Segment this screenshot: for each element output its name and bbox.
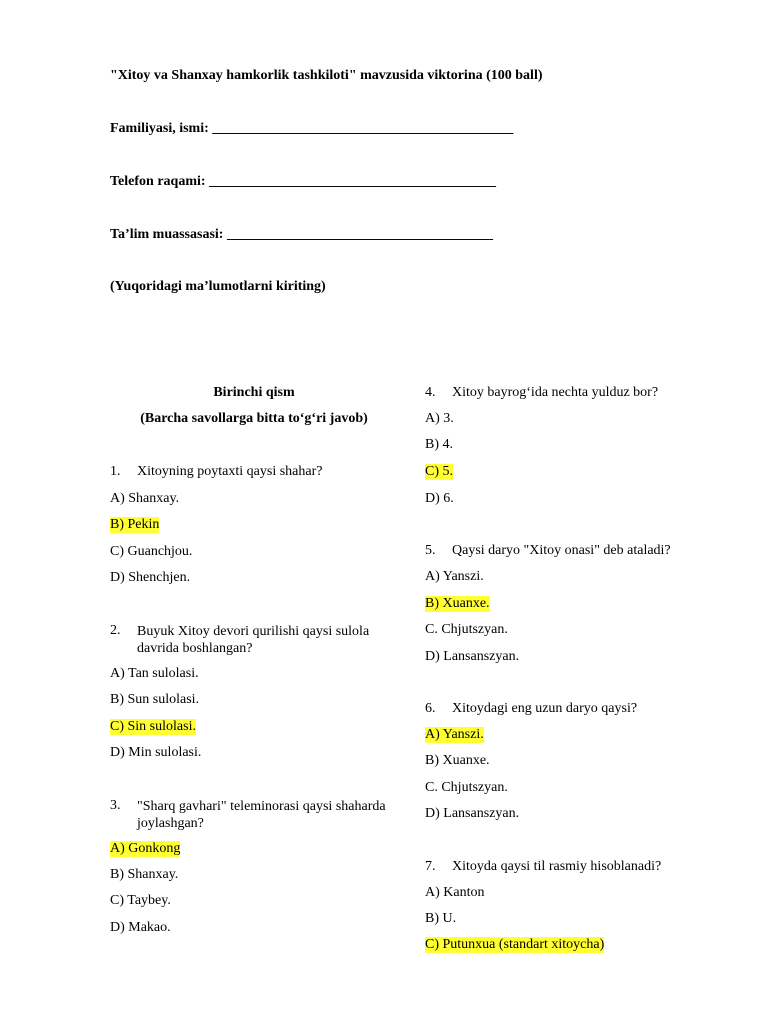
- q1-option-c: C) Guanchjou.: [110, 544, 193, 559]
- q7-option-c-correct: C) Putunxua (standart xitoycha): [425, 937, 605, 952]
- question-text: Xitoy bayrog‘ida nechta yulduz bor?: [452, 385, 659, 400]
- q5-option-c: C. Chjutszyan.: [425, 622, 508, 637]
- quiz-title: "Xitoy va Shanxay hamkorlik tashkiloti" mavzusida viktorina (100 ball): [110, 68, 543, 83]
- q7-option-b: B) U.: [425, 911, 457, 926]
- instruction-text: (Yuqoridagi ma’lumotlarni kiriting): [110, 279, 326, 294]
- institution-field-label: Ta’lim muassasasi: ______________________________________: [110, 227, 493, 242]
- q4-option-b: B) 4.: [425, 437, 453, 452]
- question-2: [110, 623, 410, 659]
- phone-field-label: Telefon raqami: _________________________________________: [110, 174, 497, 189]
- question-7: [425, 859, 725, 879]
- q2-option-b: B) Sun sulolasi.: [110, 692, 200, 707]
- q2-option-a: A) Tan sulolasi.: [110, 666, 199, 681]
- q3-option-a-correct: A) Gonkong: [110, 841, 181, 856]
- question-3: [110, 798, 410, 834]
- question-text: Xitoydagi eng uzun daryo qaysi?: [452, 701, 638, 716]
- question-number: 5.: [425, 543, 436, 558]
- q3-option-d: D) Makao.: [110, 920, 171, 935]
- part-title: Birinchi qism: [213, 385, 295, 400]
- question-6: [425, 701, 725, 721]
- part-subtitle: (Barcha savollarga bitta to‘g‘ri javob): [140, 411, 368, 426]
- q6-option-d: D) Lansanszyan.: [425, 806, 520, 821]
- q3-option-b: B) Shanxay.: [110, 867, 179, 882]
- q6-option-b: B) Xuanxe.: [425, 753, 490, 768]
- q1-option-a: A) Shanxay.: [110, 491, 180, 506]
- question-5: [425, 543, 725, 563]
- question-4: [425, 385, 725, 405]
- q5-option-b-correct: B) Xuanxe.: [425, 596, 490, 611]
- question-number: 1.: [110, 464, 121, 479]
- question-number: 7.: [425, 859, 436, 874]
- q6-option-c: C. Chjutszyan.: [425, 780, 508, 795]
- q4-option-d: D) 6.: [425, 491, 454, 506]
- q5-option-d: D) Lansanszyan.: [425, 649, 520, 664]
- question-text: Xitoyning poytaxti qaysi shahar?: [137, 464, 323, 479]
- question-text: Buyuk Xitoy devori qurilishi qaysi sulola davrida boshlangan?: [137, 624, 370, 656]
- question-number: 2.: [110, 623, 121, 638]
- question-text: Xitoyda qaysi til rasmiy hisoblanadi?: [452, 859, 662, 874]
- q2-option-c-correct: C) Sin sulolasi.: [110, 719, 196, 734]
- question-1: [110, 464, 410, 484]
- q4-option-a: A) 3.: [425, 411, 454, 426]
- q5-option-a: A) Yanszi.: [425, 569, 484, 584]
- question-text: "Sharq gavhari" teleminorasi qaysi shaharda joylashgan?: [137, 799, 386, 831]
- name-field-label: Familiyasi, ismi: ___________________________________________: [110, 121, 514, 136]
- q2-option-d: D) Min sulolasi.: [110, 745, 202, 760]
- q7-option-a: A) Kanton: [425, 885, 485, 900]
- question-number: 6.: [425, 701, 436, 716]
- question-number: 4.: [425, 385, 436, 400]
- q6-option-a-correct: A) Yanszi.: [425, 727, 484, 742]
- q4-option-c-correct: C) 5.: [425, 464, 453, 479]
- q1-option-d: D) Shenchjen.: [110, 570, 191, 585]
- question-number: 3.: [110, 798, 121, 813]
- q3-option-c: C) Taybey.: [110, 893, 171, 908]
- question-text: Qaysi daryo "Xitoy onasi" deb ataladi?: [452, 543, 671, 558]
- q1-option-b-correct: B) Pekin: [110, 517, 160, 532]
